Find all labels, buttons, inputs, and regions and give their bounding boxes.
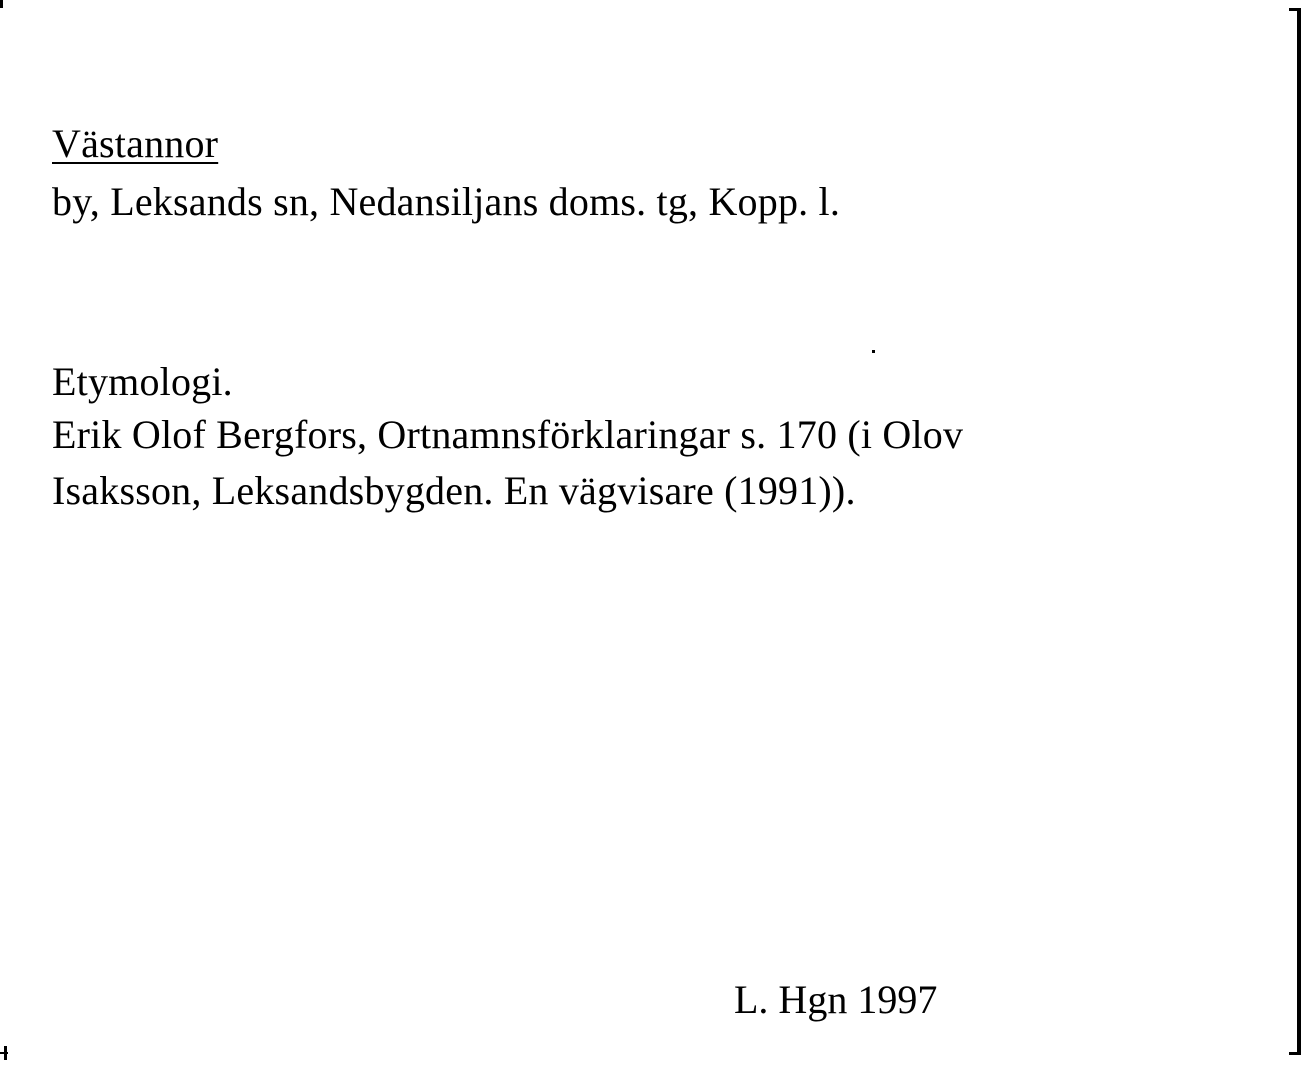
- corner-mark-bottom-left-tick: [0, 1052, 8, 1054]
- place-description: by, Leksands sn, Nedansiljans doms. tg, Kopp. l.: [52, 179, 841, 224]
- etymology-reference-line-1: Erik Olof Bergfors, Ortnamnsförklaringar s. 170 (i Olov: [52, 412, 964, 457]
- etymology-reference-line-2: Isaksson, Leksandsbygden. En vägvisare (1991)).: [52, 468, 856, 513]
- card-right-edge: [1297, 10, 1301, 1054]
- card-right-edge-bottom-hook: [1289, 1052, 1301, 1055]
- signature: L. Hgn 1997: [734, 977, 938, 1022]
- corner-mark-top-left: [0, 0, 3, 8]
- etymology-heading: Etymologi.: [52, 359, 233, 404]
- headword: Västannor: [52, 121, 219, 166]
- card-right-edge-top-hook: [1289, 8, 1301, 11]
- scan-speck: [872, 350, 875, 353]
